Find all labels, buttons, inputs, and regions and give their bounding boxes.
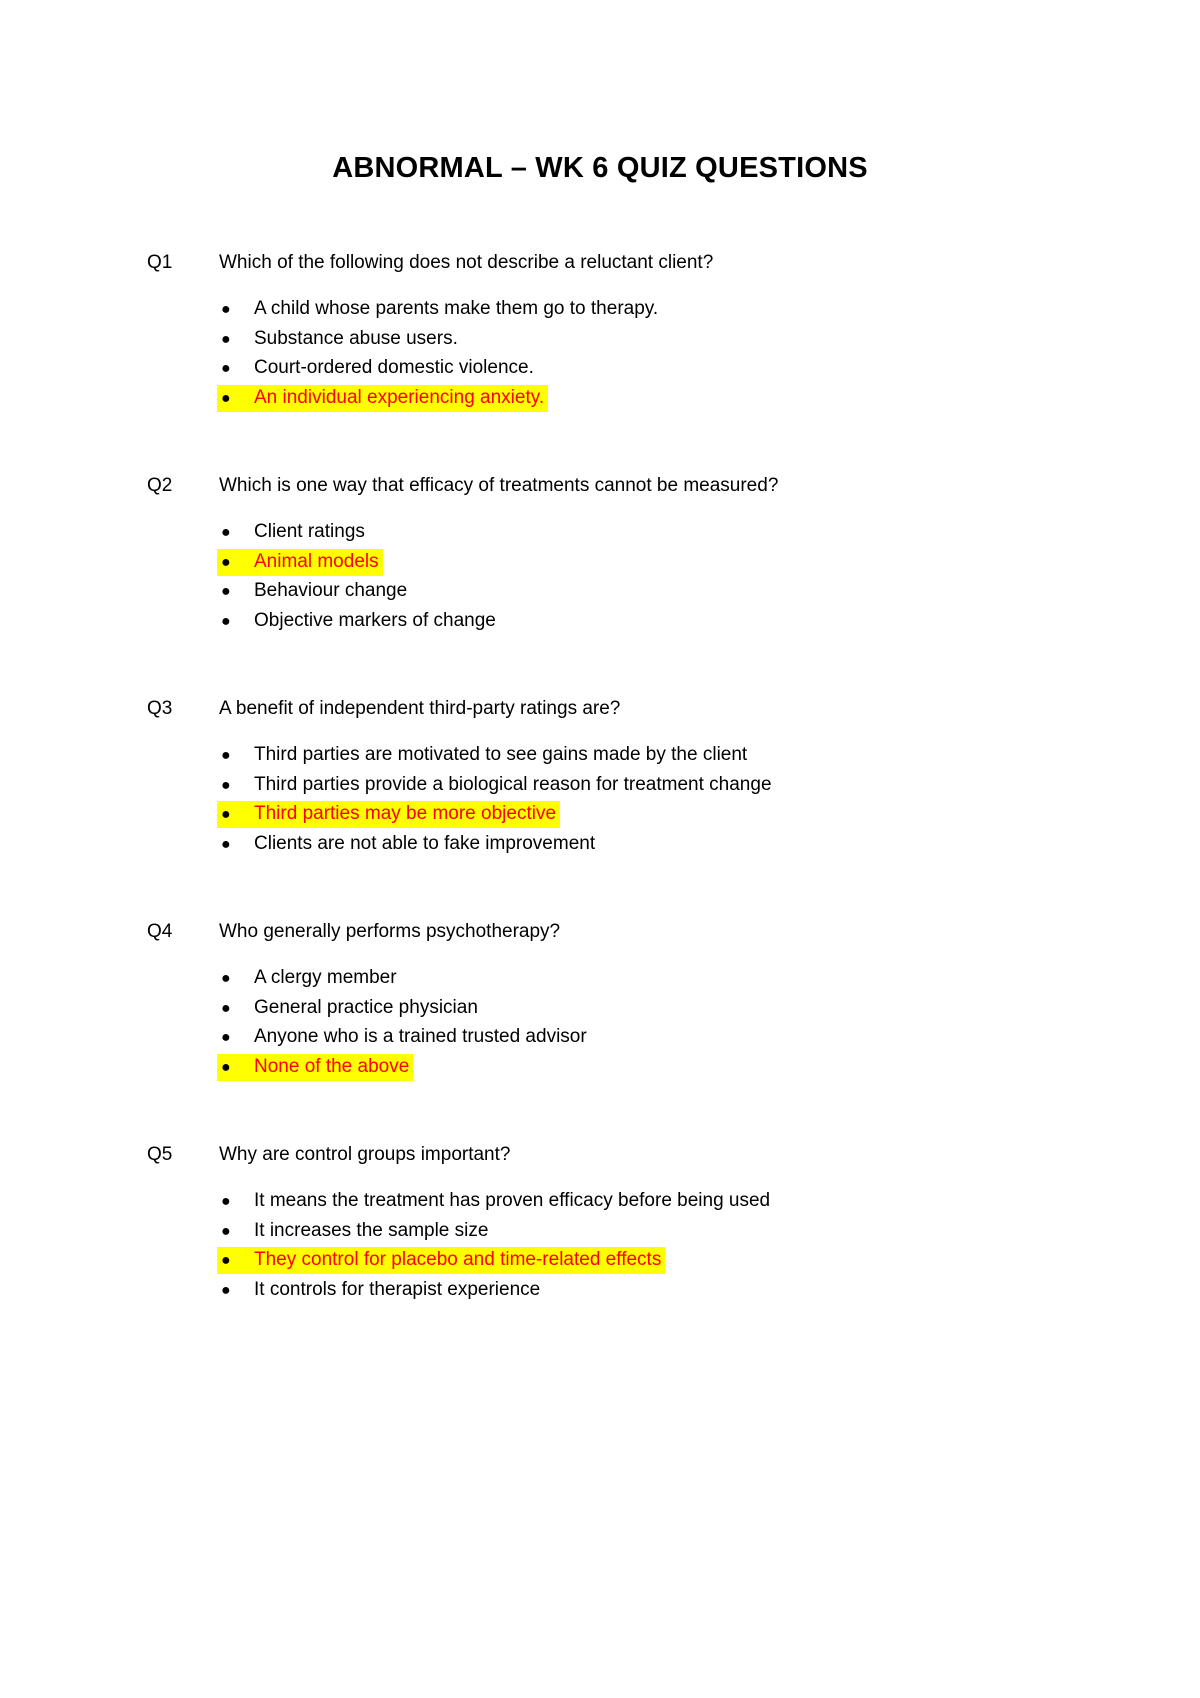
option-label: An individual experiencing anxiety. [254,386,545,408]
option-label: Behaviour change [254,580,408,601]
bullet-icon: ● [221,747,231,764]
answer-options-list [0,1187,1200,1305]
question-number: Q1 [147,252,173,273]
bullet-icon: ● [221,1193,231,1210]
bullet-icon: ● [221,1281,231,1299]
answer-option [0,325,1200,355]
answer-option [0,994,1200,1024]
answer-option [0,771,1200,801]
bullet-icon: ● [221,301,231,318]
option-label: Third parties are motivated to see gains made by the client [254,744,748,765]
bullet-icon: ● [221,389,231,407]
answer-options-list [0,741,1200,859]
answer-option-highlighted [0,800,1200,830]
option-label: Court-ordered domestic violence. [254,357,534,378]
bullet-icon: ● [221,1222,231,1240]
option-label: None of the above [254,1055,410,1077]
bullet-icon: ● [221,612,231,630]
option-label: A child whose parents make them go to therapy. [254,298,659,319]
answer-option [0,295,1200,325]
option-label: They control for placebo and time-related effects [254,1249,662,1270]
option-label: Clients are not able to fake improvement [254,832,596,854]
answer-option-highlighted [0,1053,1200,1083]
option-label: Objective markers of change [254,609,496,631]
bullet-icon: ● [221,835,231,853]
option-label: Substance abuse users. [254,327,458,349]
option-label: It controls for therapist experience [254,1278,541,1300]
bullet-icon: ● [221,1252,231,1269]
question-text: Which is one way that efficacy of treatments cannot be measured? [219,475,779,496]
bullet-icon: ● [221,776,231,794]
question-number: Q5 [147,1144,173,1165]
question-text: A benefit of independent third-party ratings are? [219,698,621,719]
bullet-icon: ● [221,999,231,1017]
answer-option [0,607,1200,637]
question-text: Which of the following does not describe a reluctant client? [219,252,714,273]
bullet-icon: ● [221,970,231,987]
bullet-icon: ● [221,360,231,377]
bullet-icon: ● [221,1058,231,1076]
answer-options-list [0,295,1200,413]
answer-options-list [0,518,1200,636]
document-title: ABNORMAL – WK 6 QUIZ QUESTIONS [332,152,868,184]
answer-option [0,1276,1200,1306]
question-number: Q4 [147,921,173,942]
bullet-icon: ● [221,553,231,571]
answer-options-list [0,964,1200,1082]
option-label: A clergy member [254,967,397,988]
option-label: Third parties may be more objective [254,803,557,824]
answer-option [0,741,1200,771]
answer-option-highlighted [0,548,1200,578]
option-label: Third parties provide a biological reason for treatment change [254,773,772,795]
option-label: Anyone who is a trained trusted advisor [254,1026,587,1047]
option-label: It means the treatment has proven efficacy before being used [254,1190,771,1211]
bullet-icon: ● [221,330,231,348]
question-text: Why are control groups important? [219,1144,511,1165]
answer-option [0,1217,1200,1247]
answer-option [0,830,1200,860]
question-text: Who generally performs psychotherapy? [219,921,561,942]
question-number: Q3 [147,698,173,719]
bullet-icon: ● [221,583,231,600]
answer-option [0,1023,1200,1053]
option-label: General practice physician [254,996,478,1018]
bullet-icon: ● [221,524,231,541]
answer-option [0,518,1200,548]
question-number: Q2 [147,475,173,496]
answer-option [0,577,1200,607]
option-label: It increases the sample size [254,1219,489,1241]
answer-option-highlighted [0,384,1200,414]
option-label: Animal models [254,550,379,572]
answer-option [0,964,1200,994]
answer-option [0,1187,1200,1217]
bullet-icon: ● [221,1029,231,1046]
option-label: Client ratings [254,521,365,542]
answer-option [0,354,1200,384]
answer-option-highlighted [0,1246,1200,1276]
bullet-icon: ● [221,806,231,823]
